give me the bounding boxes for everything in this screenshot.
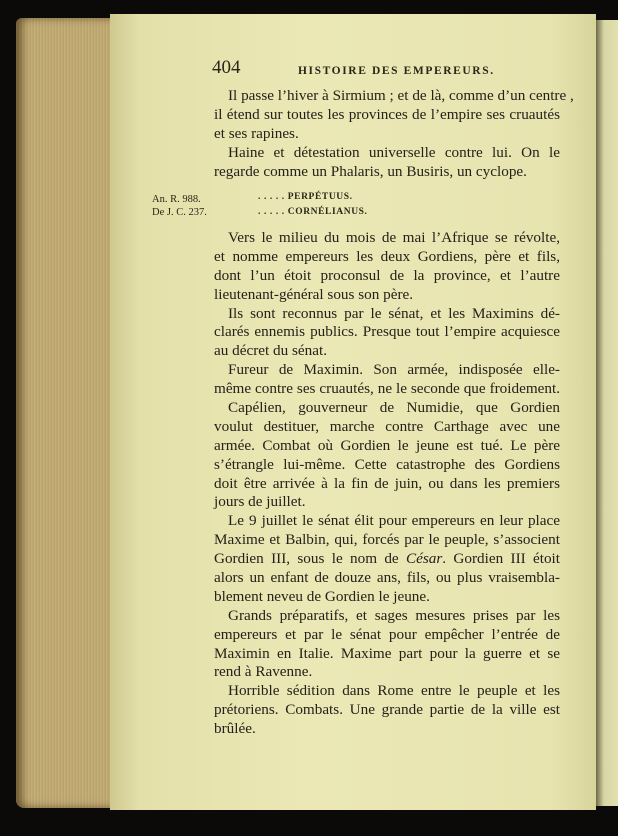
- text-line: voulut destituer, marche contre Carthage avec une: [214, 417, 560, 435]
- consul-1: . . . . . PERPÉTUUS.: [258, 192, 353, 202]
- text-line: empereurs et par le sénat pour empêcher l’entrée de: [214, 625, 560, 643]
- page-number: 404: [212, 57, 241, 78]
- running-title: HISTOIRE DES EMPEREURS.: [298, 65, 495, 77]
- text-line: Maximin en Italie. Maxime part pour la guerre et se: [214, 644, 560, 662]
- text-line: Ils sont reconnus par le sénat, et les Maximins dé-: [228, 304, 560, 322]
- text-line: prétoriens. Combats. Une grande partie de la ville est: [214, 701, 560, 719]
- text-block-top: [214, 87, 574, 181]
- text-line: Grands préparatifs, et sages mesures prises par les: [228, 606, 560, 624]
- book-page: [110, 14, 596, 810]
- text-line: Maxime et Balbin, qui, forcés par le peuple, s’associent: [214, 531, 560, 549]
- text-line: Horrible sédition dans Rome entre le peuple et les: [228, 682, 560, 700]
- text-line: blement neveu de Gordien le jeune.: [214, 587, 430, 605]
- text-line: et ses rapines.: [214, 124, 299, 142]
- text-line: s’étrangle lui-même. Cette catastrophe des Gordiens: [214, 455, 560, 473]
- consuls: [258, 190, 368, 219]
- text-line: il étend sur toutes les provinces de l’empire ses cruautés: [214, 105, 560, 123]
- text-line: brûlée.: [214, 720, 256, 738]
- text-line: Il passe l’hiver à Sirmium ; et de là, comme d’un centre ,: [228, 87, 574, 104]
- text-line: dont l’un étoit proconsul de la province, et l’autre: [214, 266, 560, 284]
- text-line: rend à Ravenne.: [214, 663, 313, 681]
- text-line: armée. Combat où Gordien le jeune est tué. Le père: [214, 436, 560, 454]
- text-line: Haine et détestation universelle contre lui. On le: [228, 143, 560, 161]
- text-line: regarde comme un Phalaris, un Busiris, un cyclope.: [214, 162, 527, 180]
- text-line: Fureur de Maximin. Son armée, indisposée elle-: [228, 361, 560, 379]
- consul-2: . . . . . CORNÉLIANUS.: [258, 206, 368, 217]
- text-line: même contre ses cruautés, ne le seconde que froidement.: [214, 380, 560, 398]
- text-line: et nomme empereurs les deux Gordiens, père et fils,: [214, 247, 560, 265]
- next-page-edge: [596, 20, 618, 806]
- year-christ: De J. C. 237.: [152, 206, 207, 218]
- margin-dates: [152, 194, 207, 219]
- text-line: jours de juillet.: [214, 493, 306, 511]
- text-line: doit être arrivée à la fin de juin, ou dans les premiers: [214, 474, 560, 492]
- text-line: Le 9 juillet le sénat élit pour empereurs en leur place: [228, 512, 560, 530]
- page-edges: [16, 18, 112, 808]
- text-block-main: [214, 229, 560, 739]
- year-rome: An. R. 988.: [152, 194, 201, 205]
- text-line: Gordien III, sous le nom de César. Gordien III étoit: [214, 550, 561, 568]
- text-line: Capélien, gouverneur de Numidie, que Gordien: [228, 399, 560, 417]
- text-line: clarés ennemis publics. Presque tout l’empire acquiesce: [214, 323, 560, 341]
- text-line: alors un enfant de douze ans, fils, ou plus vraisembla-: [214, 569, 560, 587]
- text-line: Vers le milieu du mois de mai l’Afrique se révolte,: [228, 229, 560, 246]
- text-line: lieutenant-général sous son père.: [214, 285, 414, 303]
- text-line: au décret du sénat.: [214, 342, 328, 360]
